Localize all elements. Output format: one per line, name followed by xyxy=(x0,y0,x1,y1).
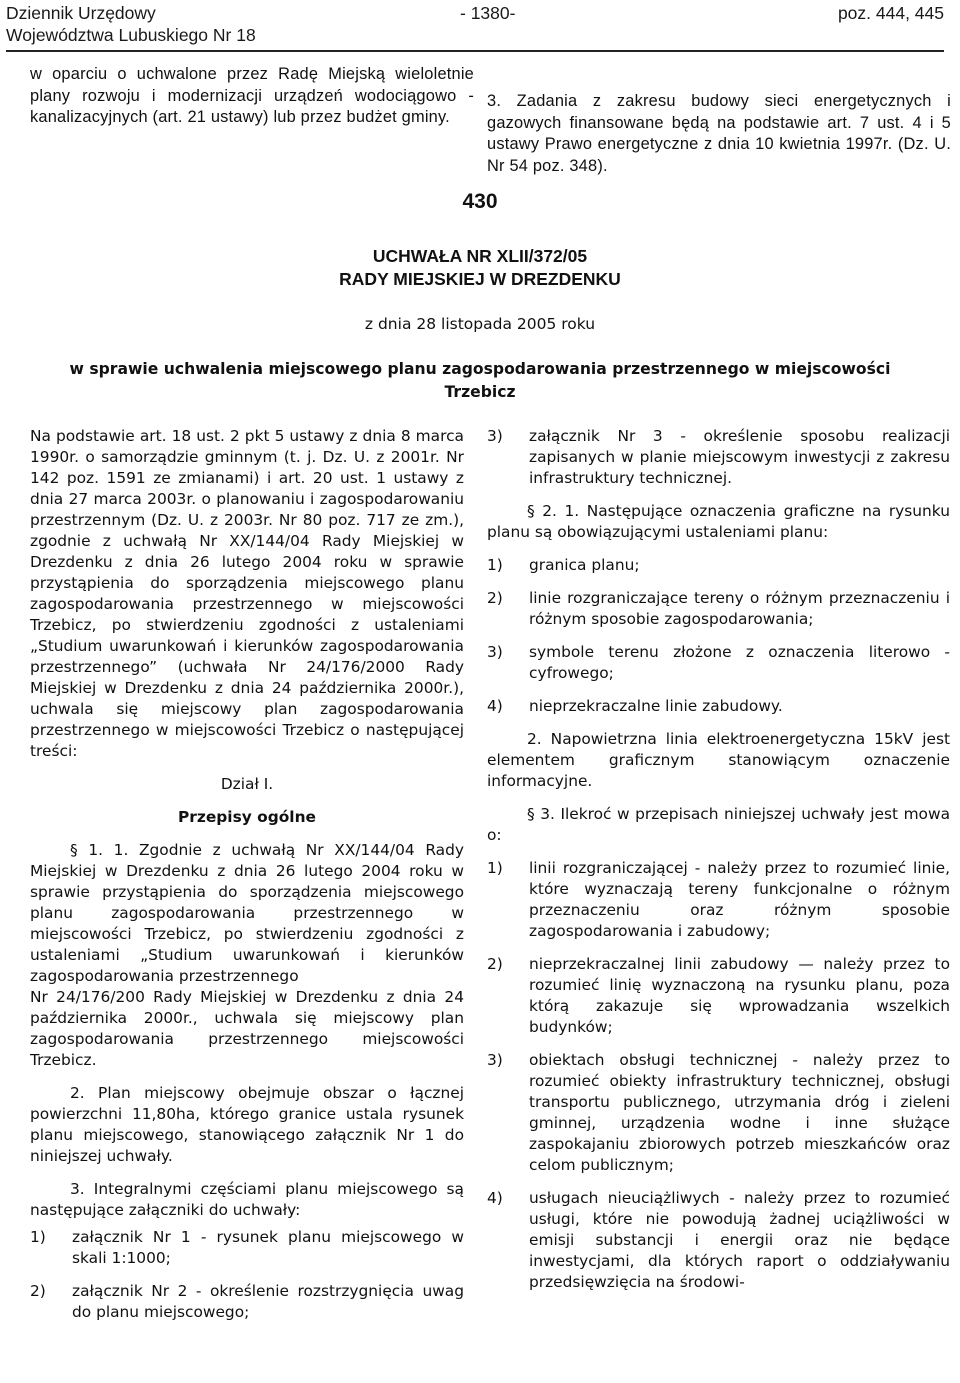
continued-text-left xyxy=(30,64,474,129)
list-item-number: 2) xyxy=(30,1282,46,1300)
list-item-number: 1) xyxy=(30,1228,46,1246)
list-item xyxy=(487,426,950,489)
list-item-number: 3) xyxy=(487,1051,503,1069)
continued-paragraph: 3. Zadania z zakresu budowy sieci energetycznych i gazowych finansowane będą na podstawie art. 7 ust. 4 i 5 ustawy Prawo energetyczne z dnia 10 kwietnia 1997r. (Dz. U. Nr 54 poz. 348). xyxy=(487,92,951,175)
list-item-text: linie rozgraniczające tereny o różnym przeznaczeniu i różnym sposobie zagospodarowania; xyxy=(529,589,950,628)
list-item-text: załącznik Nr 3 - określenie sposobu realizacji zapisanych w planie miejscowym inwestycji z zakresu infrastruktury technicznej. xyxy=(529,427,950,487)
list-item-text: symbole terenu złożone z oznaczenia literowo - cyfrowego; xyxy=(529,643,950,682)
list-item-number: 3) xyxy=(487,427,503,445)
resolution-subject xyxy=(24,358,936,404)
list-item-number: 1) xyxy=(487,859,503,877)
resolution-subject-line2: Trzebicz xyxy=(444,383,516,401)
resolution-subject-line1: w sprawie uchwalenia miejscowego planu zagospodarowania przestrzennego w miejscowości xyxy=(69,360,891,378)
section-title: Przepisy ogólne xyxy=(178,808,316,826)
paragraph-1-3: 3. Integralnymi częściami planu miejscowego są następujące załączniki do uchwały: xyxy=(30,1180,464,1219)
journal-title xyxy=(6,2,256,46)
list-item-text: załącznik Nr 2 - określenie rozstrzygnięcia uwag do planu miejscowego; xyxy=(72,1282,464,1321)
resolution-date: z dnia 28 listopada 2005 roku xyxy=(364,315,596,333)
resolution-title-line1: UCHWAŁA NR XLII/372/05 xyxy=(372,246,588,266)
list-item-number: 4) xyxy=(487,697,503,715)
continued-paragraph: w oparciu o uchwalone przez Radę Miejską wieloletnie plany rozwoju i modernizacji urządzeń wodociągowo - kanalizacyjnych (art. 21 ustawy) lub przez budżet gminy. xyxy=(30,65,474,126)
list-item xyxy=(487,555,950,576)
list-item-text: nieprzekraczalne linie zabudowy. xyxy=(529,697,783,715)
list-item-text: załącznik Nr 1 - rysunek planu miejscowego w skali 1:1000; xyxy=(72,1228,464,1267)
right-column xyxy=(487,426,950,1305)
list-item-number: 2) xyxy=(487,955,503,973)
header-rule xyxy=(6,50,944,52)
paragraph-3: § 3. Ilekroć w przepisach niniejszej uchwały jest mowa o: xyxy=(487,805,950,844)
list-item xyxy=(487,642,950,684)
list-item xyxy=(487,1050,950,1176)
paragraph-1-2: 2. Plan miejscowy obejmuje obszar o łącznej powierzchni 11,80ha, którego granice ustala rysunek planu miejscowego, stanowiącego załącznik Nr 1 do niniejszej uchwały. xyxy=(30,1084,464,1165)
page-number: - 1380- xyxy=(460,3,516,23)
list-item xyxy=(30,1227,464,1269)
list-item-number: 3) xyxy=(487,643,503,661)
list-item-number: 2) xyxy=(487,589,503,607)
list-item-text: nieprzekraczalnej linii zabudowy — należy przez to rozumieć linię wyznaczoną na rysunku planu, poza którą zakazuje się wprowadzania wszelkich budynków; xyxy=(529,955,950,1036)
paragraph-2-2: 2. Napowietrzna linia elektroenergetyczna 15kV jest elementem graficznym stanowiącym oznaczenie informacyjne. xyxy=(487,730,950,790)
list-item xyxy=(487,1188,950,1293)
list-item-number: 1) xyxy=(487,556,503,574)
list-item-text: granica planu; xyxy=(529,556,640,574)
section-heading: Dział I. xyxy=(220,775,274,793)
list-item xyxy=(30,1281,464,1323)
resolution-title-line2: RADY MIEJSKIEJ W DREZDENKU xyxy=(339,269,621,289)
paragraph-2-1: § 2. 1. Następujące oznaczenia graficzne na rysunku planu są obowiązującymi ustaleniami planu: xyxy=(487,502,950,541)
position-ref: poz. 444, 445 xyxy=(837,3,944,23)
paragraph-1-1: § 1. 1. Zgodnie z uchwałą Nr XX/144/04 Rady Miejskiej w Drezdenku z dnia 26 lutego 2004 roku w sprawie przystąpienia do sporządzenia miejscowego planu zagospodarowania przestrzennego w miejscowości Trzebicz, po stwierdzeniu zgodności z ustaleniami „Studium uwarunkowań i kierunków zagospodarowania przestrzennego xyxy=(30,841,464,985)
list-item-text: usługach nieuciążliwych - należy przez to rozumieć usługi, które nie powodują żadnej uciążliwości w emisji substancji i energii oraz nie będące inwestycjami, dla których raport o oddziaływaniu przedsięwzięcia na środowi- xyxy=(529,1189,950,1291)
list-item-text: linii rozgraniczającej - należy przez to rozumieć linie, które wyznaczają tereny funkcjonalne o różnym przeznaczeniu oraz różnym sposobie zagospodarowania i zabudowy; xyxy=(529,859,950,940)
legal-basis-paragraph: Na podstawie art. 18 ust. 2 pkt 5 ustawy z dnia 8 marca 1990r. o samorządzie gminnym (t. j. Dz. U. z 2001r. Nr 142 poz. 1591 ze zmianami) i art. 20 ust. 1 ustawy z dnia 27 marca 2003r. o planowaniu i zagospodarowaniu przestrzennym (Dz. U. z 2003r. Nr 80 poz. 717 ze zm.), zgodnie z uchwałą Nr XX/144/04 Rady Miejskiej w Drezdenku z dnia 26 lutego 2004 roku w sprawie przystąpienia do sporządzenia miejscowego planu zagospodarowania przestrzennego w miejscowości Trzebicz, po stwierdzeniu zgodności z ustaleniami „Studium uwarunkowań i kierunków zagospodarowania przestrzennego” (uchwała Nr 24/176/2000 Rady Miejskiej w Drezdenku z dnia 24 października 2000r.), uchwala się miejscowy plan zagospodarowania przestrzennego w miejscowości Trzebicz o następującej treści: xyxy=(30,427,464,760)
list-item xyxy=(487,858,950,942)
journal-title-line2: Województwa Lubuskiego Nr 18 xyxy=(6,25,256,45)
left-column xyxy=(30,426,464,1335)
list-item xyxy=(487,954,950,1038)
resolution-title xyxy=(0,245,960,291)
list-item xyxy=(487,588,950,630)
list-item-number: 4) xyxy=(487,1189,503,1207)
paragraph-1-1-cont: Nr 24/176/200 Rady Miejskiej w Drezdenku z dnia 24 października 2000r., uchwala się miejscowy plan zagospodarowania przestrzennego miejscowości Trzebicz. xyxy=(30,988,464,1069)
item-number: 430 xyxy=(462,190,498,213)
continued-text-right xyxy=(487,91,951,177)
list-item-text: obiektach obsługi technicznej - należy przez to rozumieć obiekty infrastruktury technicznej, obsługi transportu publicznego, utrzymania dróg i zieleni gminnej, urządzenia wodne i inne służące zaspokajaniu zbiorowych potrzeb mieszkańców oraz celom publicznym; xyxy=(529,1051,950,1174)
journal-title-line1: Dziennik Urzędowy xyxy=(6,3,156,23)
list-item xyxy=(487,696,950,717)
